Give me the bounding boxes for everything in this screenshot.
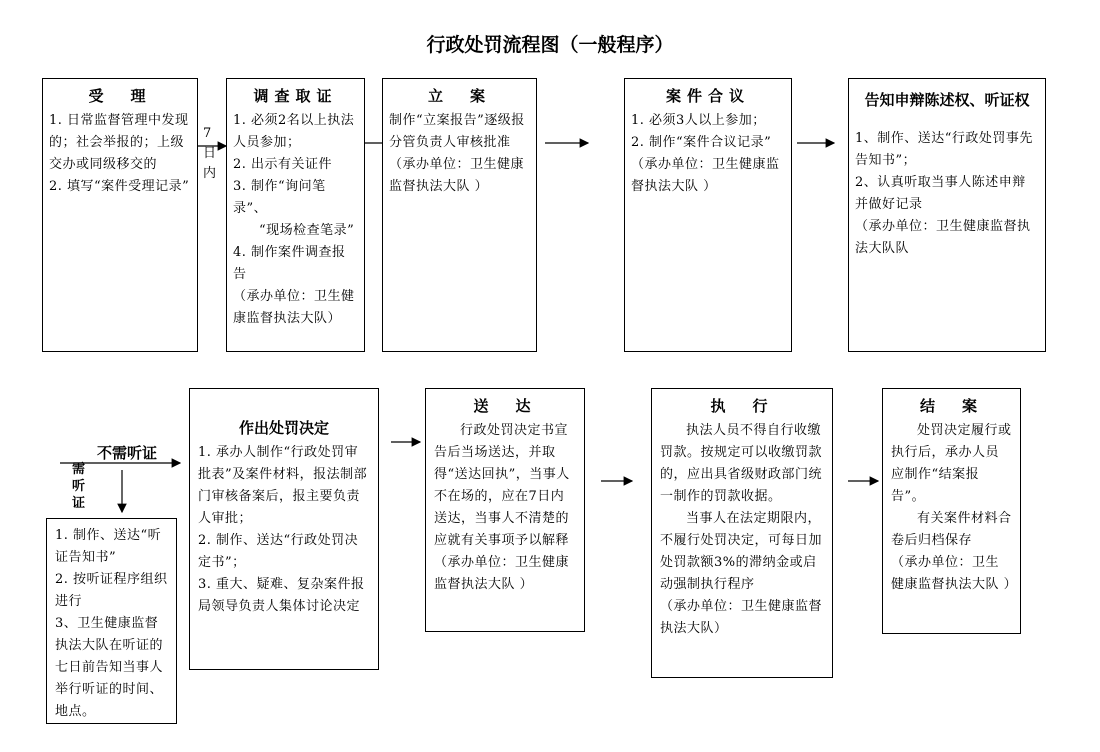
notify-title: 告知申辩陈述权、听证权 <box>864 91 1030 109</box>
accept-line-1: 1. 日常监督管理中发现的；社会举报的；上级交办或同级移交的 <box>49 113 189 172</box>
execute-line-3: （承办单位：卫生健康监督执法大队） <box>660 599 823 636</box>
file-case-line-1: 制作“立案报告”逐级报分管负责人审核批准 <box>389 113 525 150</box>
page-title: 行政处罚流程图（一般程序） <box>426 34 674 56</box>
decision-line-2: 2. 制作、送达“行政处罚决定书”； <box>198 533 359 570</box>
close-line-2: 有关案件材料合卷后归档保存 <box>891 511 1012 548</box>
accept-line-2: 2. 填写“案件受理记录” <box>49 179 190 194</box>
execute-line-1: 执法人员不得自行收缴罚款。按规定可以收缴罚款的，应出具省级财政部门统一制作的罚款收据。 <box>660 423 823 504</box>
notify-line-3: （承办单位：卫生健康监督执法大队队 <box>855 219 1031 256</box>
hearing-line-3: 3、卫生健康监督执法大队在听证的七日前告知当事人举行听证的时间、地点。 <box>55 616 164 719</box>
accept-box <box>42 78 198 352</box>
file-case-box <box>382 78 537 352</box>
meeting-box <box>624 78 792 352</box>
seven-days-label: 7日内 <box>203 126 217 181</box>
investigate-line-6: （承办单位：卫生健康监督执法大队） <box>233 289 355 326</box>
decision-line-3: 3. 重大、疑难、复杂案件报局领导负责人集体讨论决定 <box>198 577 365 614</box>
execute-line-2: 当事人在法定期限内，不履行处罚决定，可每日加处罚款额3%的滞纳金或启动强制执行程序 <box>660 511 823 592</box>
deliver-line-2: （承办单位：卫生健康监督执法大队 ） <box>434 555 570 592</box>
deliver-line-1: 行政处罚决定书宣告后当场送达，并取得“送达回执”，当事人不在场的，应在7日内送达，当事人不清楚的应就有关事项予以解释 <box>434 423 570 548</box>
investigate-line-1: 1. 必须2名以上执法人员参加； <box>233 113 355 150</box>
execute-box <box>651 388 833 678</box>
no-hearing-label: 不需听证 <box>97 444 158 462</box>
decision-title: 作出处罚决定 <box>238 419 329 437</box>
file-case-title: 立 案 <box>427 87 491 105</box>
decision-line-1: 1. 承办人制作“行政处罚审批表”及案件材料，报法制部门审核备案后，报主要负责人审批； <box>198 445 368 526</box>
execute-title: 执 行 <box>710 397 774 415</box>
hearing-line-1: 1. 制作、送达“听证告知书” <box>55 528 162 565</box>
decision-box <box>189 388 379 670</box>
close-line-1: 处罚决定履行或执行后，承办人员应制作“结案报告”。 <box>891 423 1012 504</box>
need-hearing-label: 需听证 <box>72 462 86 511</box>
close-box <box>882 388 1021 634</box>
investigate-box <box>226 78 365 352</box>
investigate-line-5: 4. 制作案件调查报告 <box>233 245 346 282</box>
investigate-line-4: “现场检查笔录” <box>259 223 355 238</box>
notify-line-2: 2、认真听取当事人陈述申辩并做好记录 <box>855 175 1026 212</box>
hearing-box <box>46 518 177 724</box>
file-case-line-2: （承办单位：卫生健康监督执法大队 ） <box>389 157 525 194</box>
investigate-title: 调查取证 <box>253 87 338 105</box>
deliver-title: 送 达 <box>473 397 537 415</box>
hearing-line-2: 2. 按听证程序组织进行 <box>55 572 168 609</box>
investigate-line-3: 3. 制作“询问笔录”、 <box>233 179 326 216</box>
close-title: 结 案 <box>919 397 983 415</box>
accept-title: 受 理 <box>88 87 152 105</box>
meeting-line-2: 2. 制作“案件合议记录” <box>631 135 772 150</box>
meeting-line-3: （承办单位：卫生健康监督执法大队 ） <box>631 157 780 194</box>
notify-box <box>848 78 1046 352</box>
deliver-box <box>425 388 585 632</box>
notify-line-1: 1、制作、送达“行政处罚事先告知书”； <box>855 131 1033 168</box>
meeting-title: 案件合议 <box>665 87 750 105</box>
investigate-line-2: 2. 出示有关证件 <box>233 157 333 172</box>
meeting-line-1: 1. 必须3人以上参加； <box>631 113 766 128</box>
close-line-3: （承办单位：卫生健康监督执法大队 ） <box>891 555 1018 592</box>
